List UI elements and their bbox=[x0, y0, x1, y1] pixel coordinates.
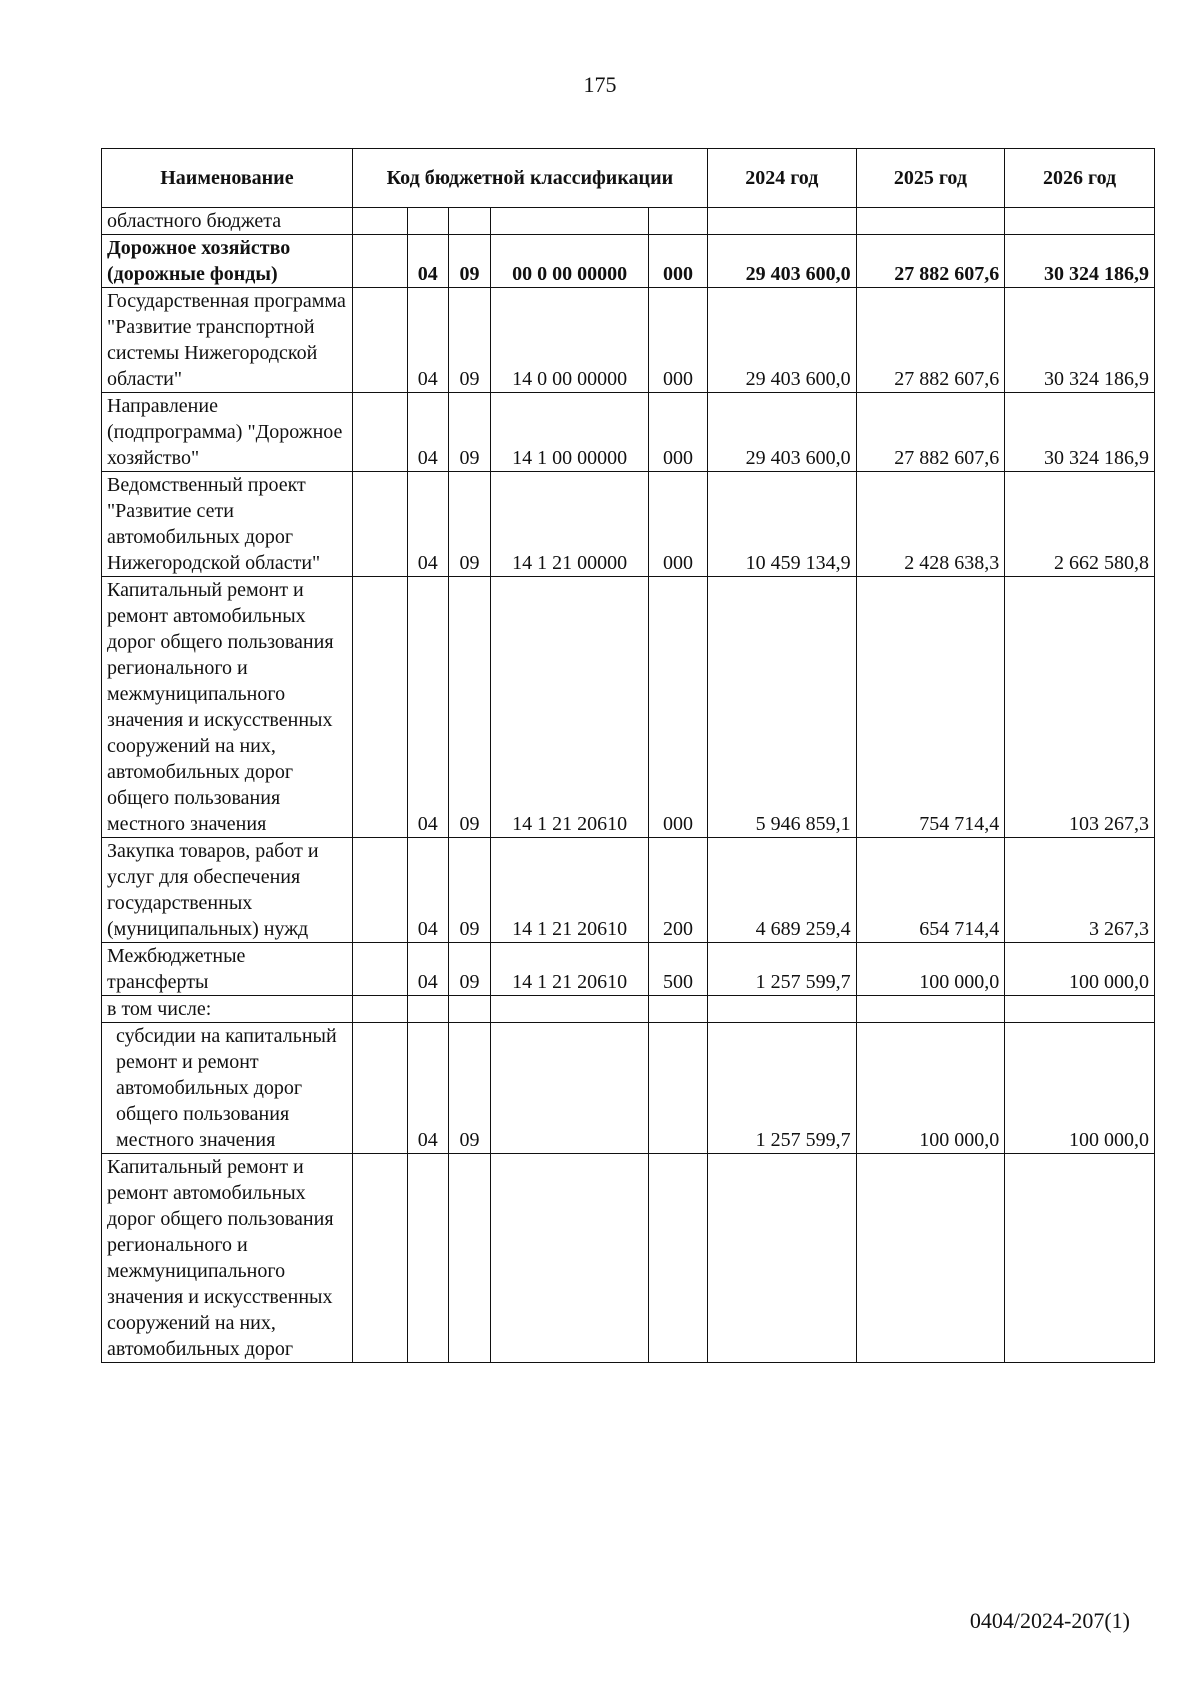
row-code-section: 04 bbox=[407, 943, 448, 996]
table-row bbox=[102, 472, 1155, 577]
row-value-2024: 10 459 134,9 bbox=[707, 472, 856, 577]
row-code-expense-type: 000 bbox=[649, 472, 708, 577]
row-code-subsection: 09 bbox=[448, 288, 490, 393]
row-code-target: 14 1 00 00000 bbox=[491, 393, 649, 472]
row-value-2026 bbox=[1005, 208, 1155, 235]
row-code-section: 04 bbox=[407, 288, 448, 393]
row-value-2024: 5 946 859,1 bbox=[707, 577, 856, 838]
row-code-1 bbox=[352, 393, 407, 472]
row-code-expense-type: 000 bbox=[649, 288, 708, 393]
header-2025: 2025 год bbox=[856, 149, 1005, 208]
row-code-subsection bbox=[448, 208, 490, 235]
table-row bbox=[102, 208, 1155, 235]
row-value-2024 bbox=[707, 996, 856, 1023]
row-code-section: 04 bbox=[407, 838, 448, 943]
row-code-expense-type bbox=[649, 1023, 708, 1154]
page-number: 175 bbox=[583, 72, 617, 97]
row-code-subsection: 09 bbox=[448, 838, 490, 943]
row-name: Государственная программа "Развитие транспортной системы Нижегородской области" bbox=[102, 288, 353, 393]
row-value-2026: 100 000,0 bbox=[1005, 1023, 1155, 1154]
row-code-target: 14 1 21 20610 bbox=[491, 577, 649, 838]
table-row bbox=[102, 996, 1155, 1023]
table-row bbox=[102, 577, 1155, 838]
row-code-expense-type: 000 bbox=[649, 393, 708, 472]
row-name: Направление (подпрограмма) "Дорожное хозяйство" bbox=[102, 393, 353, 472]
row-value-2025 bbox=[856, 996, 1005, 1023]
row-code-1 bbox=[352, 1154, 407, 1363]
row-value-2026: 100 000,0 bbox=[1005, 943, 1155, 996]
row-value-2026 bbox=[1005, 996, 1155, 1023]
row-name: Межбюджетные трансферты bbox=[102, 943, 353, 996]
row-value-2025: 100 000,0 bbox=[856, 1023, 1005, 1154]
budget-table bbox=[101, 148, 1155, 1363]
row-value-2026: 30 324 186,9 bbox=[1005, 393, 1155, 472]
table-header-row bbox=[102, 149, 1155, 208]
row-code-1 bbox=[352, 943, 407, 996]
row-value-2024: 29 403 600,0 bbox=[707, 288, 856, 393]
row-code-target bbox=[491, 208, 649, 235]
row-code-target: 14 0 00 00000 bbox=[491, 288, 649, 393]
row-name: областного бюджета bbox=[102, 208, 353, 235]
row-value-2025: 2 428 638,3 bbox=[856, 472, 1005, 577]
row-value-2024 bbox=[707, 208, 856, 235]
row-code-subsection: 09 bbox=[448, 472, 490, 577]
row-value-2025: 27 882 607,6 bbox=[856, 393, 1005, 472]
row-value-2026: 103 267,3 bbox=[1005, 577, 1155, 838]
row-value-2024: 1 257 599,7 bbox=[707, 943, 856, 996]
row-name: Капитальный ремонт и ремонт автомобильных дорог общего пользования регионального и межмуниципального значения и искусственных сооружений на них, автомобильных дорог bbox=[102, 1154, 353, 1363]
table-row bbox=[102, 943, 1155, 996]
row-code-expense-type: 000 bbox=[649, 235, 708, 288]
table-row bbox=[102, 838, 1155, 943]
row-value-2025: 100 000,0 bbox=[856, 943, 1005, 996]
row-code-subsection: 09 bbox=[448, 393, 490, 472]
row-value-2025: 654 714,4 bbox=[856, 838, 1005, 943]
row-code-target: 00 0 00 00000 bbox=[491, 235, 649, 288]
row-name: в том числе: bbox=[102, 996, 353, 1023]
row-name: Ведомственный проект "Развитие сети автомобильных дорог Нижегородской области" bbox=[102, 472, 353, 577]
row-value-2025 bbox=[856, 208, 1005, 235]
row-code-target: 14 1 21 20610 bbox=[491, 838, 649, 943]
row-code-section: 04 bbox=[407, 577, 448, 838]
table-row bbox=[102, 1154, 1155, 1363]
row-code-1 bbox=[352, 472, 407, 577]
row-code-1 bbox=[352, 235, 407, 288]
row-code-1 bbox=[352, 838, 407, 943]
row-code-expense-type: 200 bbox=[649, 838, 708, 943]
row-value-2024 bbox=[707, 1154, 856, 1363]
row-value-2025 bbox=[856, 1154, 1005, 1363]
row-value-2025: 754 714,4 bbox=[856, 577, 1005, 838]
row-code-1 bbox=[352, 1023, 407, 1154]
row-value-2024: 29 403 600,0 bbox=[707, 393, 856, 472]
row-code-expense-type: 000 bbox=[649, 577, 708, 838]
row-code-1 bbox=[352, 996, 407, 1023]
row-code-section bbox=[407, 1154, 448, 1363]
row-name: Капитальный ремонт и ремонт автомобильных дорог общего пользования регионального и межмуниципального значения и искусственных сооружений на них, автомобильных дорог общего пользования местного значения bbox=[102, 577, 353, 838]
row-code-expense-type bbox=[649, 208, 708, 235]
row-value-2026: 2 662 580,8 bbox=[1005, 472, 1155, 577]
row-code-subsection: 09 bbox=[448, 235, 490, 288]
row-code-1 bbox=[352, 577, 407, 838]
row-code-expense-type: 500 bbox=[649, 943, 708, 996]
header-name: Наименование bbox=[102, 149, 353, 208]
row-code-expense-type bbox=[649, 996, 708, 1023]
row-value-2025: 27 882 607,6 bbox=[856, 288, 1005, 393]
row-code-target bbox=[491, 1023, 649, 1154]
row-name: субсидии на капитальный ремонт и ремонт автомобильных дорог общего пользования местного значения bbox=[102, 1023, 353, 1154]
row-code-section: 04 bbox=[407, 235, 448, 288]
row-value-2024: 29 403 600,0 bbox=[707, 235, 856, 288]
row-code-subsection bbox=[448, 996, 490, 1023]
row-code-section: 04 bbox=[407, 472, 448, 577]
header-2026: 2026 год bbox=[1005, 149, 1155, 208]
row-code-1 bbox=[352, 288, 407, 393]
row-name: Закупка товаров, работ и услуг для обеспечения государственных (муниципальных) нужд bbox=[102, 838, 353, 943]
row-value-2024: 4 689 259,4 bbox=[707, 838, 856, 943]
row-code-subsection: 09 bbox=[448, 943, 490, 996]
row-value-2026: 30 324 186,9 bbox=[1005, 288, 1155, 393]
row-name: Дорожное хозяйство (дорожные фонды) bbox=[102, 235, 353, 288]
document-code: 0404/2024-207(1) bbox=[969, 1608, 1130, 1633]
row-code-target: 14 1 21 20610 bbox=[491, 943, 649, 996]
row-code-subsection: 09 bbox=[448, 1023, 490, 1154]
row-value-2026: 3 267,3 bbox=[1005, 838, 1155, 943]
row-code-section bbox=[407, 208, 448, 235]
row-value-2025: 27 882 607,6 bbox=[856, 235, 1005, 288]
table-row bbox=[102, 235, 1155, 288]
row-value-2026: 30 324 186,9 bbox=[1005, 235, 1155, 288]
row-value-2024: 1 257 599,7 bbox=[707, 1023, 856, 1154]
row-code-target: 14 1 21 00000 bbox=[491, 472, 649, 577]
row-code-section bbox=[407, 996, 448, 1023]
header-2024: 2024 год bbox=[707, 149, 856, 208]
row-code-section: 04 bbox=[407, 1023, 448, 1154]
row-code-expense-type bbox=[649, 1154, 708, 1363]
table-row bbox=[102, 1023, 1155, 1154]
row-value-2026 bbox=[1005, 1154, 1155, 1363]
table-row bbox=[102, 393, 1155, 472]
row-code-subsection bbox=[448, 1154, 490, 1363]
row-code-target bbox=[491, 1154, 649, 1363]
table-row bbox=[102, 288, 1155, 393]
row-code-target bbox=[491, 996, 649, 1023]
row-code-section: 04 bbox=[407, 393, 448, 472]
row-code-1 bbox=[352, 208, 407, 235]
row-code-subsection: 09 bbox=[448, 577, 490, 838]
header-code: Код бюджетной классификации bbox=[352, 149, 707, 208]
